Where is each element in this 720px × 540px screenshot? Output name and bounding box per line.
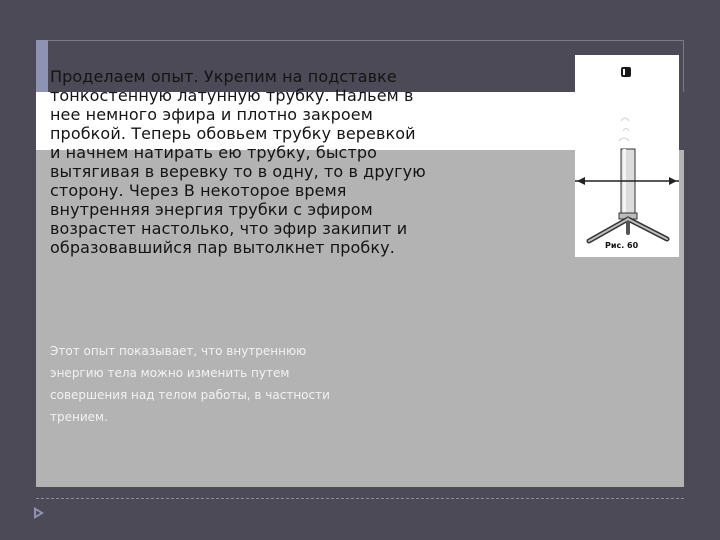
text-line: Этот опыт показывает, что внутреннюю bbox=[50, 344, 307, 358]
text-line: тонкостенную латунную трубку. Нальем в bbox=[50, 86, 414, 105]
accent-bar bbox=[36, 40, 48, 92]
experiment-figure bbox=[575, 55, 679, 257]
text-line: и начнем натирать ею трубку, быстро bbox=[50, 143, 378, 162]
footer-divider bbox=[36, 498, 684, 499]
experiment-conclusion bbox=[50, 340, 410, 428]
experiment-apparatus-illustration bbox=[575, 55, 679, 257]
text-line: пробкой. Теперь обовьем трубку веревкой bbox=[50, 124, 416, 143]
text-line: образовавшийся пар вытолкнет пробку. bbox=[50, 238, 395, 257]
text-line: нее немного эфира и плотно закроем bbox=[50, 105, 373, 124]
text-line: Проделаем опыт. Укрепим на подставке bbox=[50, 67, 397, 86]
text-line: трением. bbox=[50, 410, 108, 424]
experiment-description bbox=[50, 67, 480, 257]
text-line: возрастет настолько, что эфир закипит и bbox=[50, 219, 408, 238]
text-line: энергию тела можно изменить путем bbox=[50, 366, 290, 380]
text-line: вытягивая в веревку то в одну, то в другую bbox=[50, 162, 426, 181]
text-line: внутренняя энергия трубки с эфиром bbox=[50, 200, 373, 219]
text-line: совершения над телом работы, в частности bbox=[50, 388, 330, 402]
figure-caption: Рис. 60 bbox=[605, 241, 639, 250]
text-line: сторону. Через В некоторое время bbox=[50, 181, 347, 200]
play-arrow-icon[interactable] bbox=[33, 506, 45, 520]
